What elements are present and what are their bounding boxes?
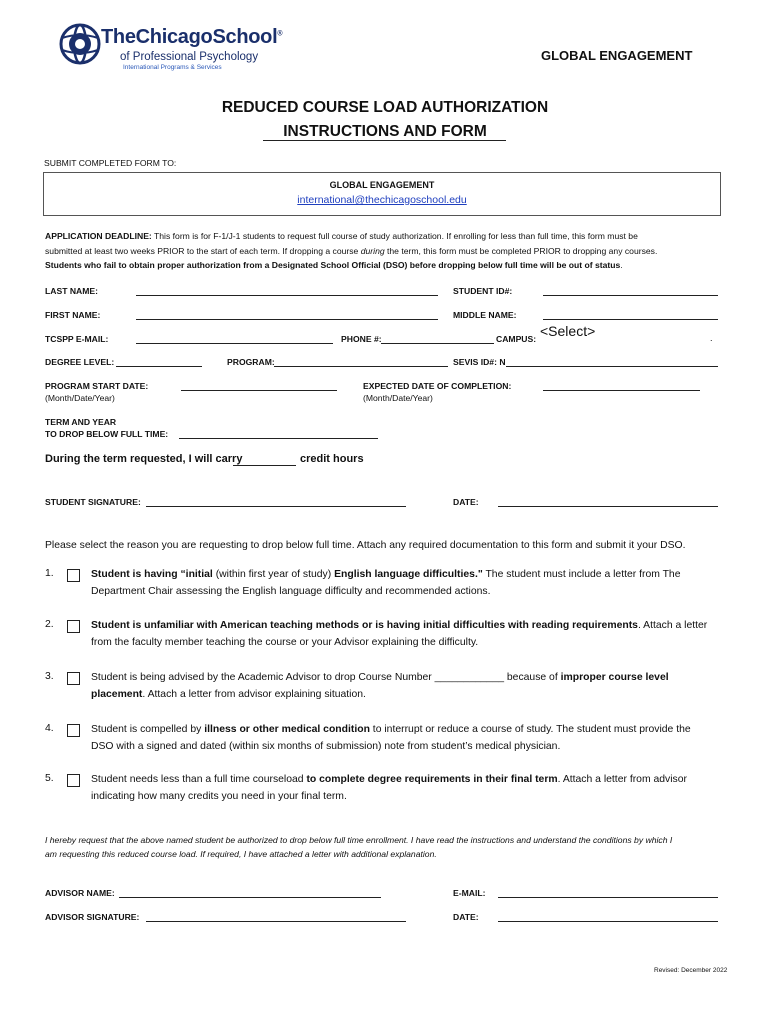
reason-3-checkbox[interactable] (67, 672, 80, 685)
reason-4-checkbox[interactable] (67, 724, 80, 737)
reason-number: 2. (45, 619, 54, 630)
advisor-date-label: DATE: (453, 912, 479, 922)
start-date-hint: (Month/Date/Year) (45, 393, 115, 403)
start-date-label: PROGRAM START DATE: (45, 381, 149, 391)
student-id-label: STUDENT ID#: (453, 286, 513, 296)
advisor-email-field[interactable] (498, 897, 718, 898)
reasons-intro: Please select the reason you are requesting to drop below full time. Attach any required documentation to this form and submit it your DSO. (45, 540, 686, 551)
logo (58, 22, 102, 66)
advisor-email-label: E-MAIL: (453, 888, 486, 898)
logo-tagline: International Programs & Services (123, 64, 222, 71)
degree-level-field[interactable] (116, 366, 202, 367)
phone-label: PHONE #: (341, 334, 382, 344)
reason-4-text: Student is compelled by illness or other medical condition to interrupt or reduce a course of study. The student must provide the DSO with a signed and dated (within six months of submission) note from student’s medical physician. (91, 724, 691, 752)
credit-hours-field[interactable] (233, 465, 296, 466)
start-date-field[interactable] (181, 390, 337, 391)
advisor-signature-label: ADVISOR SIGNATURE: (45, 912, 140, 922)
degree-level-label: DEGREE LEVEL: (45, 357, 115, 367)
reason-5-text: Student needs less than a full time courseload to complete degree requirements in their final term. Attach a letter from advisor indicating how many credits you need in your final term. (91, 774, 687, 802)
last-name-label: LAST NAME: (45, 286, 98, 296)
submit-office: GLOBAL ENGAGEMENT (329, 180, 435, 190)
completion-label: EXPECTED DATE OF COMPLETION: (363, 381, 512, 391)
middle-name-field[interactable] (543, 319, 718, 320)
campus-select-marker: . (710, 333, 713, 343)
form-title-line2: INSTRUCTIONS AND FORM (283, 123, 487, 140)
credit-hours-text-a: During the term requested, I will carry (45, 453, 243, 465)
last-name-field[interactable] (136, 295, 438, 296)
reason-3-text: Student is being advised by the Academic Advisor to drop Course Number ____________ because of improper course level placement. Attach a letter from advisor explaining situation. (91, 672, 669, 700)
term-label-line1: TERM AND YEAR (45, 417, 117, 427)
middle-name-label: MIDDLE NAME: (453, 310, 517, 320)
campus-select[interactable]: <Select> (540, 323, 596, 339)
statement-line2: am requesting this reduced course load. If required, I have attached a letter with additional explanation. (45, 849, 437, 859)
reason-2-text: Student is unfamiliar with American teaching methods or is having initial difficulties with reading requirements. Attach a letter from the faculty member teaching the course or your Advisor explaining the difficulty. (91, 620, 708, 648)
completion-field[interactable] (543, 390, 700, 391)
reason-number: 4. (45, 723, 54, 734)
term-label-line2: TO DROP BELOW FULL TIME: (45, 429, 169, 439)
reason-1-checkbox[interactable] (67, 569, 80, 582)
campus-label: CAMPUS: (496, 334, 537, 344)
completion-hint: (Month/Date/Year) (363, 393, 433, 403)
first-name-field[interactable] (136, 319, 438, 320)
advisor-name-label: ADVISOR NAME: (45, 888, 115, 898)
student-signature-label: STUDENT SIGNATURE: (45, 497, 141, 507)
student-id-field[interactable] (543, 295, 718, 296)
statement-line1: I hereby request that the above named student be authorized to drop below full time enrollment. I have read the instructions and understand the conditions by which I (45, 835, 673, 845)
reason-number: 5. (45, 773, 54, 784)
sevis-field[interactable] (506, 366, 718, 367)
reason-number: 3. (45, 671, 54, 682)
student-date-label: DATE: (453, 497, 479, 507)
advisor-signature-field[interactable] (146, 921, 406, 922)
advisor-date-field[interactable] (498, 921, 718, 922)
submit-email-link[interactable]: international@thechicagoschool.edu (297, 194, 467, 206)
email-label: TCSPP E-MAIL: (45, 334, 109, 344)
program-field[interactable] (274, 366, 448, 367)
logo-subtitle: of Professional Psychology (120, 51, 259, 63)
globe-logo-icon (58, 22, 102, 66)
reason-2-checkbox[interactable] (67, 620, 80, 633)
deadline-line3: Students who fail to obtain proper authorization from a Designated School Official (DSO) before dropping below full time will be out of status. (45, 260, 623, 270)
term-field[interactable] (179, 438, 378, 439)
deadline-line2: submitted at least two weeks PRIOR to the start of each term. If dropping a course during the term, this form must be completed PRIOR to dropping any courses. (45, 246, 658, 256)
credit-hours-text-b: credit hours (300, 453, 364, 465)
student-date-field[interactable] (498, 506, 718, 507)
program-label: PROGRAM: (227, 357, 275, 367)
reason-5-checkbox[interactable] (67, 774, 80, 787)
advisor-name-field[interactable] (119, 897, 381, 898)
sevis-label: SEVIS ID#: N (453, 357, 506, 367)
student-signature-field[interactable] (146, 506, 406, 507)
phone-field[interactable] (381, 343, 494, 344)
logo-name: TheChicagoSchool® (101, 26, 283, 48)
revised-date: Revised: December 2022 (654, 967, 728, 974)
department-header: GLOBAL ENGAGEMENT (541, 48, 693, 63)
email-field[interactable] (136, 343, 333, 344)
reason-1-text: Student is having “initial (within first year of study) English language difficulties." The student must include a letter from The Department Chair assessing the English language difficulty and recommended actions. (91, 569, 681, 597)
form-title-line1: REDUCED COURSE LOAD AUTHORIZATION (221, 99, 549, 116)
deadline-line1: APPLICATION DEADLINE: This form is for F-1/J-1 students to request full course of study authorization. If enrolling for less than full time, this form must be (45, 231, 638, 241)
first-name-label: FIRST NAME: (45, 310, 101, 320)
submit-label: SUBMIT COMPLETED FORM TO: (44, 158, 177, 168)
title-underline (263, 140, 506, 141)
reason-number: 1. (45, 568, 54, 579)
